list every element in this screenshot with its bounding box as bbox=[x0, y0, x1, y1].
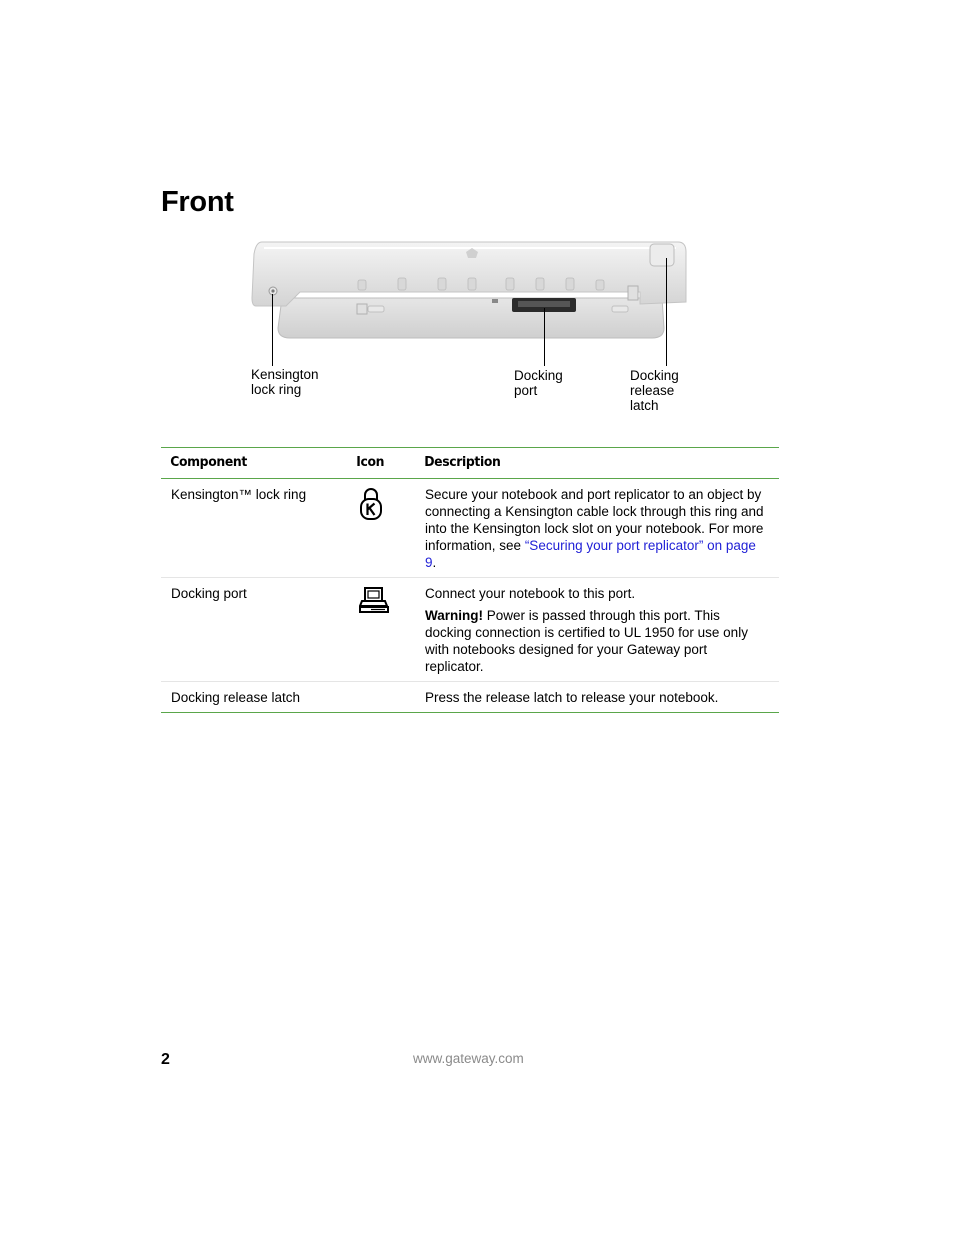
header-icon: Icon bbox=[356, 454, 385, 470]
page-number: 2 bbox=[161, 1051, 170, 1068]
component-table bbox=[161, 447, 779, 713]
row-release-latch-description: Press the release latch to release your notebook. bbox=[425, 690, 719, 705]
port-replicator-illustration bbox=[240, 236, 700, 366]
table-row bbox=[161, 479, 779, 578]
securing-port-replicator-link[interactable]: “Securing your port replicator” on page 9 bbox=[425, 538, 756, 570]
table-row bbox=[161, 682, 779, 713]
header-description: Description bbox=[424, 454, 501, 470]
row-kensington-component: Kensington™ lock ring bbox=[171, 487, 307, 502]
table-row bbox=[161, 578, 779, 682]
docking-port-leader-line bbox=[544, 308, 545, 366]
row-docking-port-component: Docking port bbox=[171, 586, 247, 601]
callout-docking-release-latch: Docking release latch bbox=[630, 368, 679, 413]
row-kensington-description: Secure your notebook and port replicator to an object by connecting a Kensington cable lock through this ring and into the Kensington lock slot on your notebook. For more information, see “Securing your port replicator” on page 9. bbox=[425, 487, 764, 570]
release-latch-leader-line bbox=[666, 258, 667, 366]
kensington-lock-icon bbox=[359, 509, 383, 524]
header-component: Component bbox=[170, 454, 247, 470]
docking-port-icon bbox=[359, 602, 391, 617]
callout-kensington-lock-ring: Kensington lock ring bbox=[251, 367, 319, 397]
kensington-leader-line bbox=[272, 294, 273, 366]
page-title: Front bbox=[161, 186, 234, 218]
row-release-latch-component: Docking release latch bbox=[171, 690, 301, 705]
row-docking-port-description: Connect your notebook to this port. Warning! Power is passed through this port. This docking connection is certified to UL 1950 for use only with notebooks designed for your Gateway port replicator. bbox=[425, 586, 748, 674]
table-header-row bbox=[161, 448, 779, 479]
warning-label: Warning! bbox=[425, 608, 483, 623]
port-replicator-figure bbox=[240, 236, 700, 426]
footer-url: www.gateway.com bbox=[413, 1051, 524, 1066]
callout-docking-port: Docking port bbox=[514, 368, 563, 398]
